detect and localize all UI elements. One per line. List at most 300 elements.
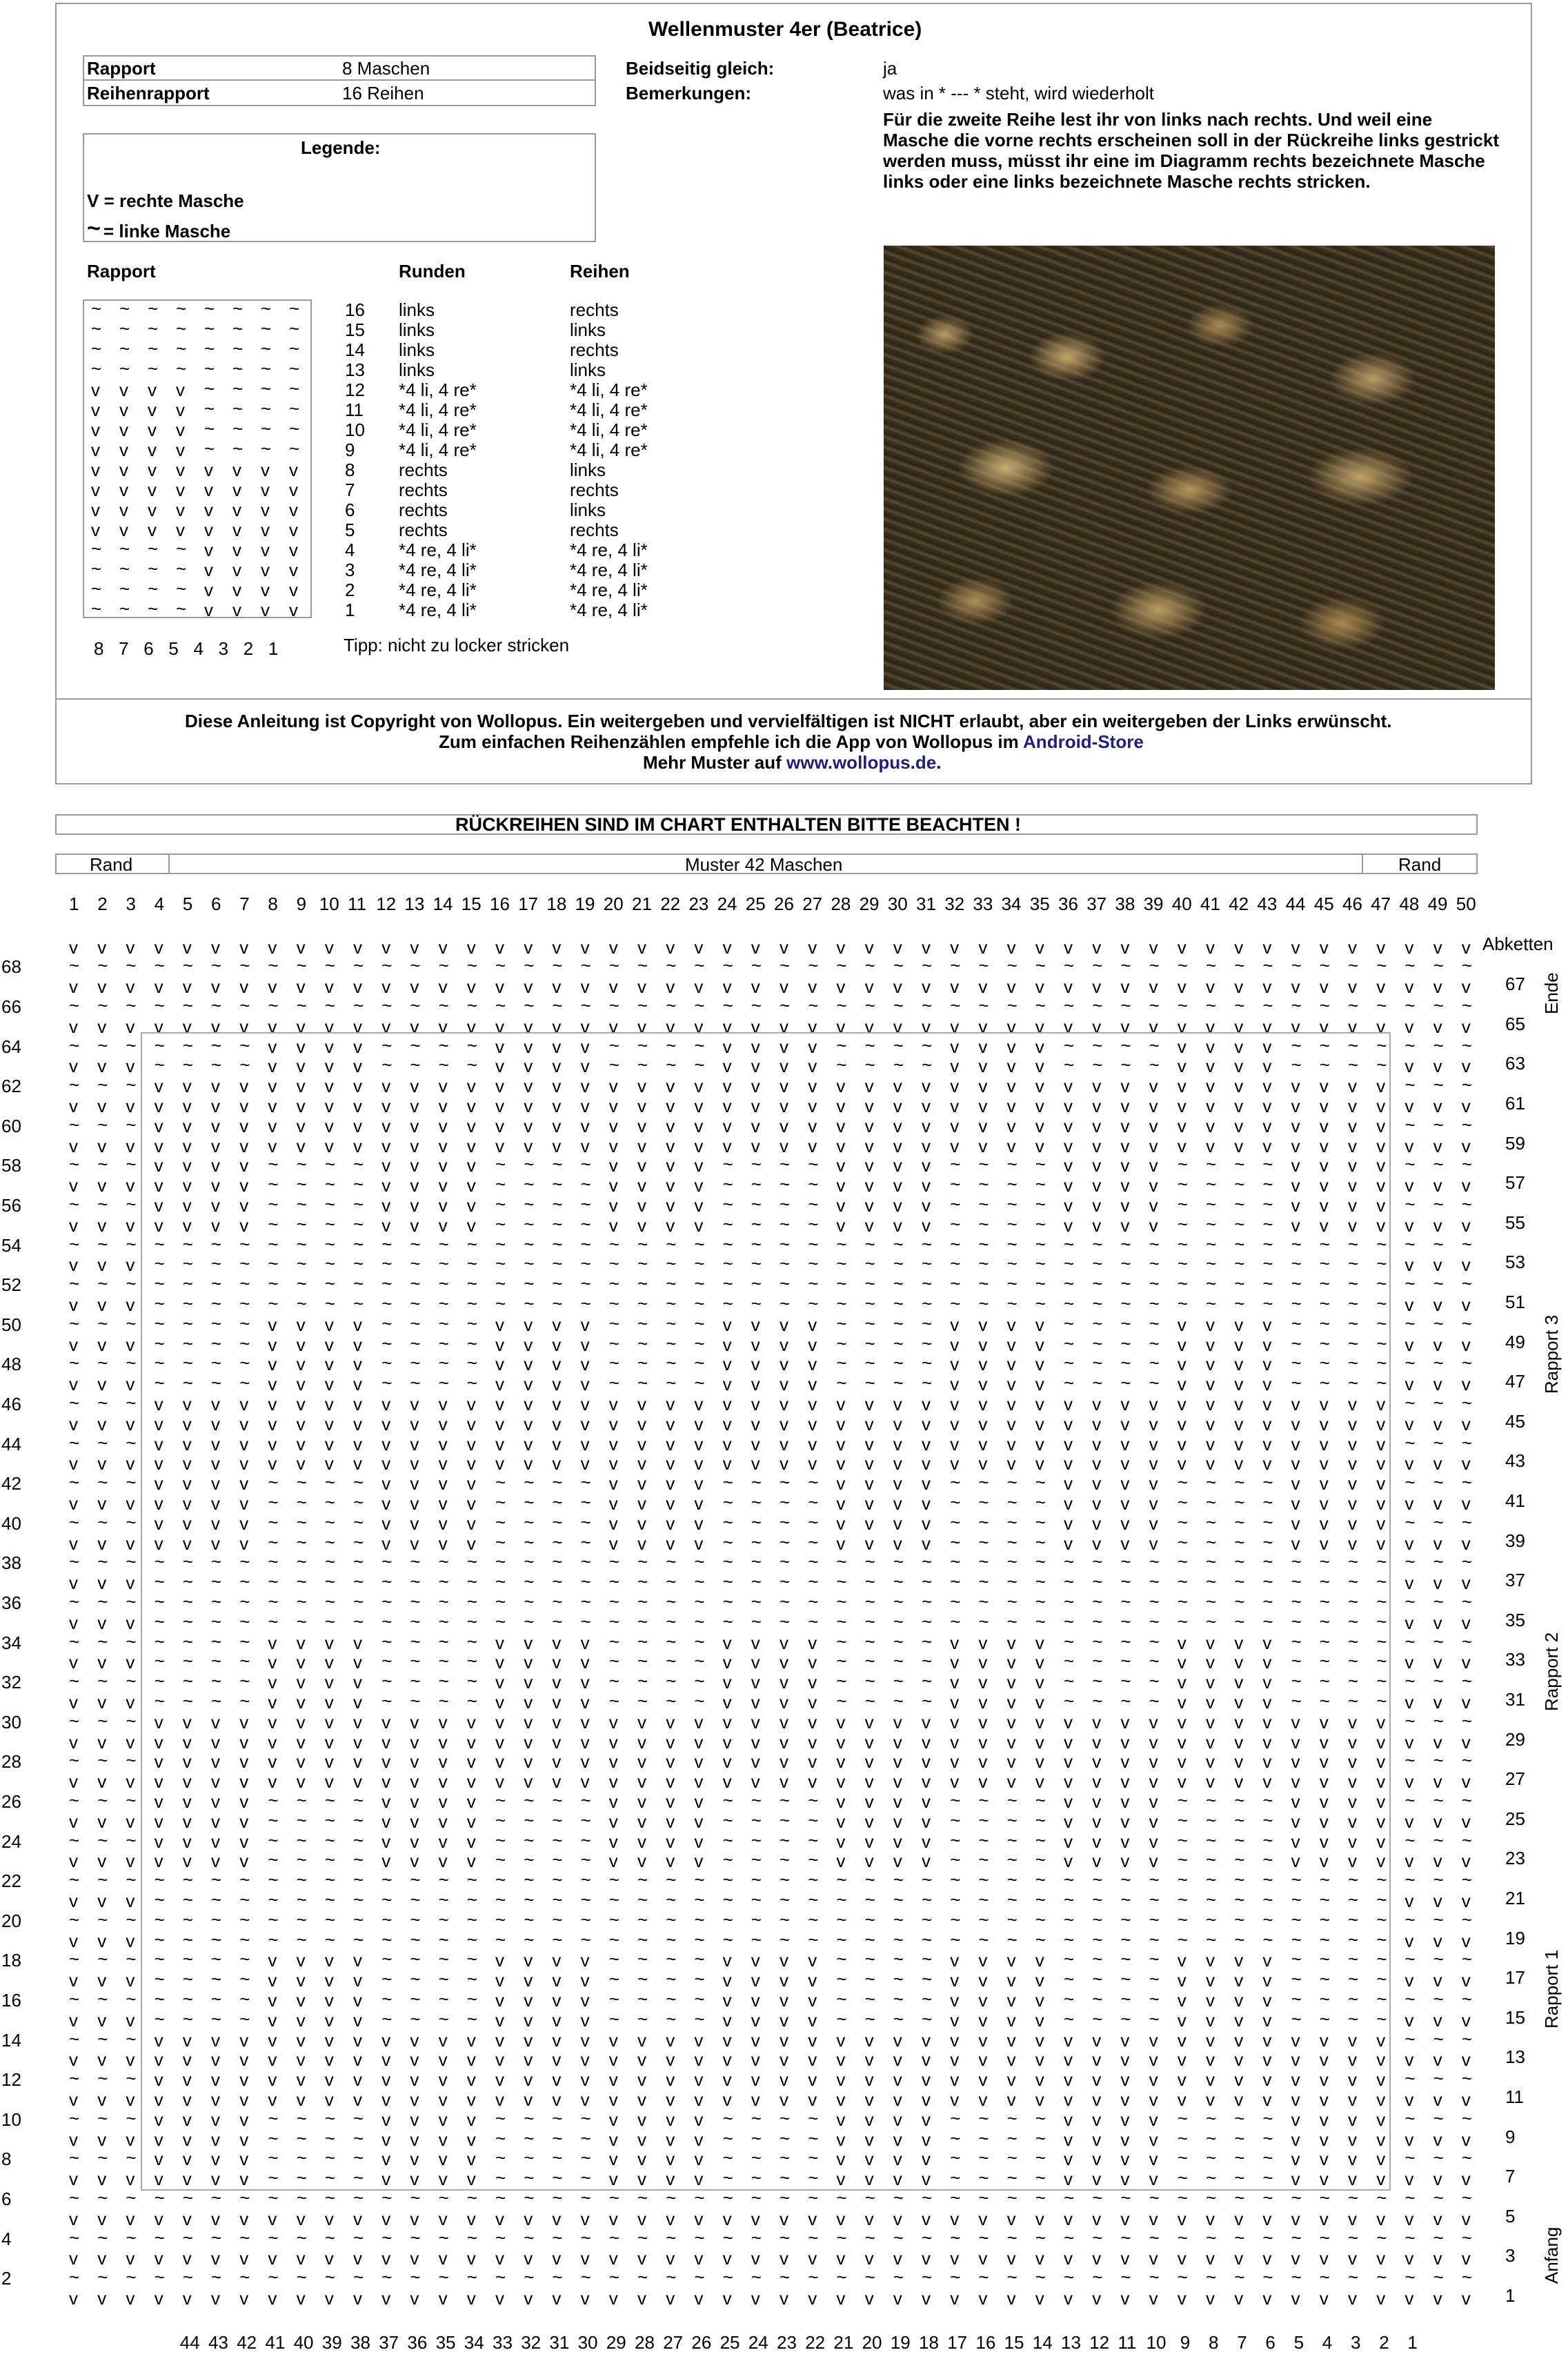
chart-stitch: v: [466, 1731, 476, 1753]
chart-stitch: v: [722, 1334, 732, 1355]
chart-stitch: ~: [978, 2227, 989, 2248]
chart-stitch: v: [552, 2089, 562, 2110]
chart-stitch: ~: [666, 955, 677, 976]
bottom-column-number: 30: [577, 2332, 598, 2353]
chart-stitch: ~: [381, 995, 393, 1016]
chart-stitch: v: [1064, 2149, 1073, 2170]
chart-stitch: ~: [1234, 1472, 1245, 1493]
chart-stitch: v: [608, 1751, 618, 1773]
chart-stitch: ~: [893, 1869, 904, 1891]
chart-stitch: ~: [268, 2267, 279, 2288]
chart-stitch: v: [1149, 1155, 1158, 1176]
chart-stitch: v: [1006, 1433, 1016, 1454]
chart-stitch: ~: [268, 1551, 279, 1572]
chart-stitch: v: [524, 1731, 533, 1753]
chart-stitch: ~: [211, 1908, 222, 1930]
chart-stitch: v: [666, 2288, 675, 2309]
chart-stitch: v: [1461, 1096, 1471, 1116]
chart-stitch: ~: [1092, 1054, 1103, 1076]
chart-stitch: v: [466, 2208, 476, 2229]
chart-stitch: v: [495, 1711, 504, 1733]
chart-stitch: v: [580, 2029, 590, 2051]
chart-stitch: ~: [182, 1988, 193, 2009]
chart-stitch: v: [154, 1175, 163, 1196]
small-chart-reihen: *4 li, 4 re*: [570, 399, 648, 420]
chart-stitch: v: [239, 1473, 249, 1494]
chart-stitch: v: [211, 1473, 220, 1494]
chart-stitch: ~: [211, 1034, 222, 1056]
chart-stitch: ~: [552, 1492, 563, 1512]
chart-stitch: v: [438, 976, 448, 998]
chart-stitch: ~: [239, 1591, 250, 1612]
chart-stitch: ~: [950, 1849, 961, 1871]
chart-stitch: v: [1120, 1473, 1130, 1494]
chart-stitch: ~: [524, 1273, 535, 1294]
column-number: 44: [1285, 894, 1306, 914]
chart-stitch: ~: [268, 2147, 279, 2169]
chart-stitch: ~: [1092, 1273, 1103, 1294]
chart-stitch: v: [922, 1512, 931, 1534]
chart-stitch: v: [410, 2248, 419, 2269]
chart-stitch: ~: [864, 2227, 875, 2248]
chart-stitch: v: [836, 2208, 846, 2229]
chart-stitch: ~: [495, 1511, 506, 1532]
chart-stitch: v: [580, 2288, 590, 2309]
chart-stitch: v: [268, 1076, 277, 1097]
chart-stitch: v: [1376, 1771, 1386, 1793]
chart-stitch: v: [552, 2049, 562, 2071]
chart-stitch: v: [353, 2089, 362, 2110]
chart-stitch: v: [69, 1692, 78, 1713]
chart-stitch: ~: [1348, 1034, 1359, 1056]
chart-stitch: v: [608, 1394, 618, 1414]
chart-stitch: v: [381, 2248, 391, 2269]
chart-stitch: v: [552, 1056, 562, 1077]
android-store-link[interactable]: Android-Store: [1023, 731, 1144, 752]
chart-stitch: v: [1006, 1692, 1016, 1713]
chart-stitch: ~: [1149, 1630, 1160, 1652]
small-chart-cell: ~: [119, 338, 130, 359]
chart-stitch: v: [1405, 1850, 1414, 1872]
chart-stitch: v: [1120, 1394, 1130, 1414]
chart-stitch: v: [780, 1354, 788, 1375]
chart-stitch: ~: [1461, 1432, 1472, 1453]
chart-stitch: v: [353, 1453, 362, 1474]
chart-stitch: ~: [1262, 1869, 1273, 1891]
chart-stitch: v: [722, 2009, 732, 2031]
chart-stitch: v: [182, 1731, 192, 1753]
chart-stitch: ~: [1291, 1273, 1302, 1294]
chart-stitch: v: [410, 1453, 419, 1474]
chart-stitch: ~: [1035, 1849, 1046, 1871]
chart-stitch: ~: [1319, 1034, 1330, 1056]
chart-stitch: v: [126, 1175, 135, 1196]
chart-stitch: v: [608, 1532, 618, 1554]
chart-stitch: ~: [1092, 955, 1103, 976]
chart-stitch: v: [1234, 1334, 1244, 1355]
chart-stitch: v: [950, 1076, 960, 1097]
chart-stitch: ~: [950, 1829, 961, 1850]
chart-stitch: v: [1120, 2288, 1130, 2309]
chart-stitch: ~: [126, 1670, 137, 1692]
chart-stitch: ~: [154, 1034, 165, 1056]
chart-stitch: ~: [1348, 1233, 1359, 1254]
chart-stitch: v: [978, 1711, 988, 1733]
bottom-column-number: 3: [1351, 2332, 1361, 2353]
chart-stitch: v: [438, 1771, 448, 1793]
chart-stitch: ~: [1177, 1492, 1188, 1512]
chart-stitch: ~: [1433, 1948, 1444, 1970]
chart-stitch: ~: [808, 1511, 819, 1532]
chart-stitch: v: [268, 1771, 277, 1793]
chart-stitch: v: [1234, 1672, 1244, 1693]
chart-stitch: ~: [353, 1531, 364, 1552]
wollopus-link[interactable]: www.wollopus.de: [786, 752, 937, 773]
chart-stitch: v: [438, 2049, 448, 2071]
chart-stitch: v: [1092, 976, 1102, 998]
chart-stitch: v: [126, 2248, 135, 2269]
chart-stitch: ~: [1092, 1889, 1103, 1910]
chart-stitch: v: [836, 2089, 846, 2110]
chart-stitch: ~: [524, 1829, 535, 1850]
chart-stitch: ~: [836, 1054, 847, 1076]
chart-stitch: v: [1035, 1652, 1044, 1673]
small-chart-cell: ~: [289, 398, 300, 419]
chart-stitch: ~: [780, 1531, 791, 1552]
chart-stitch: v: [1092, 2208, 1102, 2229]
row-number-right: 17: [1505, 1967, 1525, 1988]
chart-stitch: ~: [1206, 1591, 1217, 1612]
chart-stitch: v: [97, 1214, 107, 1236]
chart-stitch: v: [1405, 1453, 1414, 1474]
chart-stitch: v: [1319, 1096, 1329, 1116]
chart-stitch: v: [1064, 1394, 1073, 1414]
chart-stitch: v: [694, 2149, 704, 2170]
row-number-left: 32: [1, 1672, 21, 1693]
chart-stitch: v: [580, 1711, 590, 1733]
chart-stitch: v: [780, 1692, 788, 1713]
chart-stitch: v: [1348, 1175, 1357, 1196]
chart-stitch: v: [580, 1394, 590, 1414]
chart-stitch: ~: [268, 1511, 279, 1532]
small-chart-row-number: 11: [345, 399, 364, 420]
chart-stitch: v: [1120, 1096, 1130, 1116]
small-chart-cell: v: [176, 420, 185, 440]
chart-stitch: ~: [353, 1571, 364, 1592]
chart-stitch: v: [268, 2009, 277, 2031]
chart-stitch: ~: [154, 1312, 165, 1334]
chart-stitch: ~: [1319, 2267, 1330, 2288]
chart-stitch: v: [864, 2029, 874, 2051]
chart-stitch: v: [410, 1394, 419, 1414]
chart-stitch: ~: [154, 1869, 165, 1891]
column-number: 30: [887, 894, 908, 914]
chart-stitch: ~: [438, 1551, 449, 1572]
chart-stitch: v: [666, 1791, 675, 1812]
chart-stitch: ~: [1433, 1869, 1444, 1891]
chart-stitch: ~: [722, 1154, 733, 1175]
chart-stitch: v: [438, 2029, 448, 2051]
chart-stitch: v: [1262, 1314, 1272, 1335]
chart-stitch: ~: [182, 1928, 193, 1950]
chart-stitch: v: [694, 1850, 704, 1872]
chart-stitch: v: [1149, 2149, 1158, 2170]
chart-stitch: v: [97, 1850, 107, 1872]
small-chart-cell: v: [148, 460, 157, 480]
chart-stitch: ~: [211, 1372, 222, 1394]
chart-stitch: v: [1234, 1950, 1244, 1971]
chart-stitch: ~: [1234, 2107, 1245, 2129]
chart-stitch: v: [495, 2089, 504, 2110]
chart-stitch: v: [296, 1632, 306, 1653]
small-chart-reihen: *4 re, 4 li*: [570, 580, 648, 600]
chart-stitch: ~: [978, 1869, 989, 1891]
chart-stitch: v: [694, 2049, 704, 2071]
chart-stitch: v: [1461, 2208, 1471, 2229]
chart-stitch: ~: [324, 2107, 335, 2129]
small-chart-cell: ~: [204, 298, 215, 319]
chart-stitch: v: [1064, 2248, 1073, 2269]
chart-stitch: v: [950, 1374, 960, 1395]
chart-stitch: ~: [1461, 1908, 1472, 1930]
chart-stitch: v: [836, 1413, 846, 1434]
chart-stitch: v: [1376, 2049, 1386, 2071]
chart-stitch: v: [1319, 1394, 1329, 1414]
chart-stitch: v: [637, 1791, 646, 1812]
chart-stitch: ~: [97, 1591, 108, 1612]
chart-stitch: ~: [608, 1889, 619, 1910]
chart-stitch: v: [495, 1036, 504, 1057]
chart-stitch: ~: [438, 1591, 449, 1612]
chart-stitch: v: [1006, 1334, 1016, 1355]
chart-stitch: ~: [1064, 1988, 1075, 2009]
chart-stitch: v: [410, 1433, 419, 1454]
chart-stitch: v: [580, 1056, 590, 1077]
chart-stitch: v: [1120, 2109, 1130, 2130]
chart-stitch: ~: [239, 1630, 250, 1652]
chart-stitch: ~: [1291, 995, 1302, 1016]
small-chart-cell: ~: [176, 558, 187, 579]
bemerkungen-label: Bemerkungen:: [626, 83, 752, 103]
chart-stitch: ~: [69, 1312, 80, 1334]
column-number: 31: [916, 894, 936, 914]
chart-stitch: ~: [722, 1591, 733, 1612]
chart-stitch: v: [495, 1771, 504, 1793]
chart-stitch: v: [466, 1771, 476, 1793]
chart-stitch: v: [1035, 1632, 1044, 1653]
chart-stitch: ~: [922, 1233, 933, 1254]
chart-stitch: ~: [836, 1332, 847, 1354]
chart-stitch: v: [466, 2169, 476, 2190]
chart-stitch: ~: [1291, 1630, 1302, 1652]
chart-stitch: v: [722, 1632, 732, 1653]
chart-stitch: v: [1291, 2248, 1300, 2269]
chart-stitch: ~: [780, 1928, 791, 1950]
chart-stitch: v: [324, 1950, 334, 1971]
row-number-left: 44: [1, 1433, 21, 1454]
chart-stitch: v: [808, 2248, 817, 2269]
small-chart-cell: v: [232, 460, 241, 480]
chart-stitch: v: [1348, 1115, 1357, 1136]
chart-stitch: ~: [978, 2147, 989, 2169]
chart-stitch: v: [1120, 2029, 1130, 2051]
chart-stitch: ~: [864, 1273, 875, 1294]
bottom-column-number: 4: [1322, 2332, 1333, 2353]
chart-stitch: v: [1206, 1970, 1215, 1991]
row-number-right: 1: [1505, 2285, 1516, 2306]
chart-stitch: v: [1206, 2248, 1215, 2269]
chart-stitch: v: [1120, 1751, 1130, 1773]
chart-stitch: ~: [1092, 1233, 1103, 1254]
small-chart-cell: ~: [261, 398, 272, 419]
chart-stitch: v: [353, 1731, 362, 1753]
chart-stitch: v: [239, 1810, 249, 1832]
chart-stitch: ~: [608, 1233, 619, 1254]
chart-stitch: v: [438, 1731, 448, 1753]
bottom-column-number: 42: [237, 2332, 257, 2353]
chart-stitch: v: [211, 936, 220, 958]
chart-stitch: ~: [410, 2008, 421, 2029]
chart-stitch: ~: [1319, 1293, 1330, 1314]
chart-stitch: v: [1120, 2248, 1130, 2269]
chart-stitch: ~: [69, 2227, 80, 2248]
chart-stitch: v: [722, 1354, 732, 1375]
chart-stitch: v: [694, 1076, 704, 1097]
chart-stitch: ~: [438, 1054, 449, 1076]
small-chart-reihen: *4 re, 4 li*: [570, 560, 648, 580]
chart-stitch: v: [211, 1016, 220, 1037]
chart-stitch: ~: [1035, 2167, 1046, 2189]
chart-stitch: ~: [637, 1591, 648, 1612]
chart-stitch: ~: [182, 1054, 193, 1076]
chart-stitch: v: [1348, 1155, 1357, 1176]
chart-stitch: v: [780, 936, 788, 958]
chart-stitch: ~: [1206, 1273, 1217, 1294]
chart-stitch: ~: [495, 1829, 506, 1850]
chart-stitch: v: [381, 1076, 391, 1097]
chart-stitch: ~: [268, 2127, 279, 2149]
chart-stitch: v: [637, 2069, 646, 2091]
chart-stitch: v: [69, 1891, 78, 1911]
chart-stitch: v: [552, 1970, 562, 1991]
chart-stitch: v: [637, 1453, 646, 1474]
chart-stitch: ~: [1234, 1889, 1245, 1910]
chart-stitch: ~: [324, 995, 335, 1016]
chart-stitch: ~: [836, 1908, 847, 1930]
chart-stitch: v: [324, 1016, 334, 1037]
chart-stitch: v: [637, 1076, 646, 1097]
chart-stitch: ~: [1405, 1988, 1416, 2009]
chart-stitch: ~: [694, 1312, 705, 1334]
chart-stitch: v: [950, 1711, 960, 1733]
small-chart-cell: v: [176, 440, 185, 460]
chart-stitch: ~: [608, 1948, 619, 1970]
chart-stitch: ~: [1262, 1233, 1273, 1254]
chart-stitch: ~: [154, 1273, 165, 1294]
chart-stitch: ~: [495, 1809, 506, 1830]
chart-stitch: v: [438, 2129, 448, 2150]
chart-stitch: v: [438, 1155, 448, 1176]
chart-stitch: v: [751, 1692, 760, 1713]
chart-stitch: v: [836, 1711, 846, 1733]
chart-stitch: ~: [381, 1253, 393, 1274]
chart-stitch: v: [1006, 1036, 1016, 1057]
chart-stitch: v: [495, 1453, 504, 1474]
row-number-left: 12: [1, 2069, 21, 2091]
bottom-column-number: 14: [1032, 2332, 1053, 2353]
chart-stitch: ~: [438, 1332, 449, 1354]
chart-stitch: ~: [1291, 1233, 1302, 1254]
chart-stitch: ~: [1319, 995, 1330, 1016]
chart-stitch: v: [154, 2149, 163, 2170]
column-number: 11: [348, 894, 366, 914]
chart-stitch: v: [524, 1771, 533, 1793]
chart-stitch: v: [126, 1731, 135, 1753]
chart-stitch: v: [864, 1731, 874, 1753]
chart-stitch: ~: [495, 1849, 506, 1871]
chart-stitch: v: [1006, 1413, 1016, 1434]
chart-stitch: v: [1006, 1016, 1016, 1037]
chart-stitch: ~: [268, 2107, 279, 2129]
chart-stitch: v: [722, 2248, 732, 2269]
chart-stitch: ~: [1262, 1809, 1273, 1830]
chart-stitch: v: [722, 1374, 732, 1395]
chart-stitch: v: [239, 1850, 249, 1872]
chart-stitch: ~: [1262, 1849, 1273, 1871]
chart-stitch: v: [780, 2208, 788, 2229]
chart-stitch: ~: [1291, 1372, 1302, 1394]
chart-stitch: v: [978, 2029, 988, 2051]
chart-stitch: v: [1149, 1413, 1158, 1434]
chart-stitch: v: [580, 1672, 590, 1693]
chart-stitch: ~: [608, 1591, 619, 1612]
chart-stitch: v: [666, 1433, 675, 1454]
chart-stitch: ~: [1177, 1610, 1188, 1632]
chart-stitch: v: [182, 1751, 192, 1773]
chart-stitch: v: [608, 936, 618, 958]
chart-stitch: v: [637, 1493, 646, 1514]
chart-stitch: ~: [1206, 1610, 1217, 1632]
chart-stitch: v: [69, 2169, 78, 2190]
chart-stitch: ~: [1006, 2227, 1018, 2248]
chart-stitch: v: [97, 1970, 107, 1991]
chart-stitch: ~: [1376, 1054, 1387, 1076]
chart-stitch: ~: [182, 1571, 193, 1592]
chart-stitch: v: [808, 1672, 817, 1693]
column-number: 8: [268, 894, 278, 914]
chart-stitch: v: [69, 1572, 78, 1594]
chart-stitch: v: [1177, 1692, 1187, 1713]
chart-stitch: ~: [524, 1591, 535, 1612]
chart-stitch: ~: [495, 2127, 506, 2149]
chart-stitch: v: [1006, 1731, 1016, 1753]
column-number: 3: [126, 894, 136, 914]
chart-stitch: ~: [1035, 1591, 1046, 1612]
chart-stitch: ~: [353, 1610, 364, 1632]
small-chart-reihen: links: [570, 500, 606, 520]
chart-stitch: ~: [438, 1650, 449, 1672]
chart-stitch: ~: [1206, 1511, 1217, 1532]
chart-stitch: ~: [751, 1154, 762, 1175]
chart-stitch: v: [836, 2109, 846, 2130]
chart-stitch: ~: [666, 1908, 677, 1930]
chart-stitch: ~: [1149, 2187, 1160, 2208]
chart-stitch: v: [922, 2089, 931, 2110]
chart-stitch: ~: [864, 2187, 875, 2208]
chart-stitch: v: [922, 1115, 931, 1136]
chart-stitch: v: [1405, 1016, 1414, 1037]
chart-stitch: v: [580, 1731, 590, 1753]
